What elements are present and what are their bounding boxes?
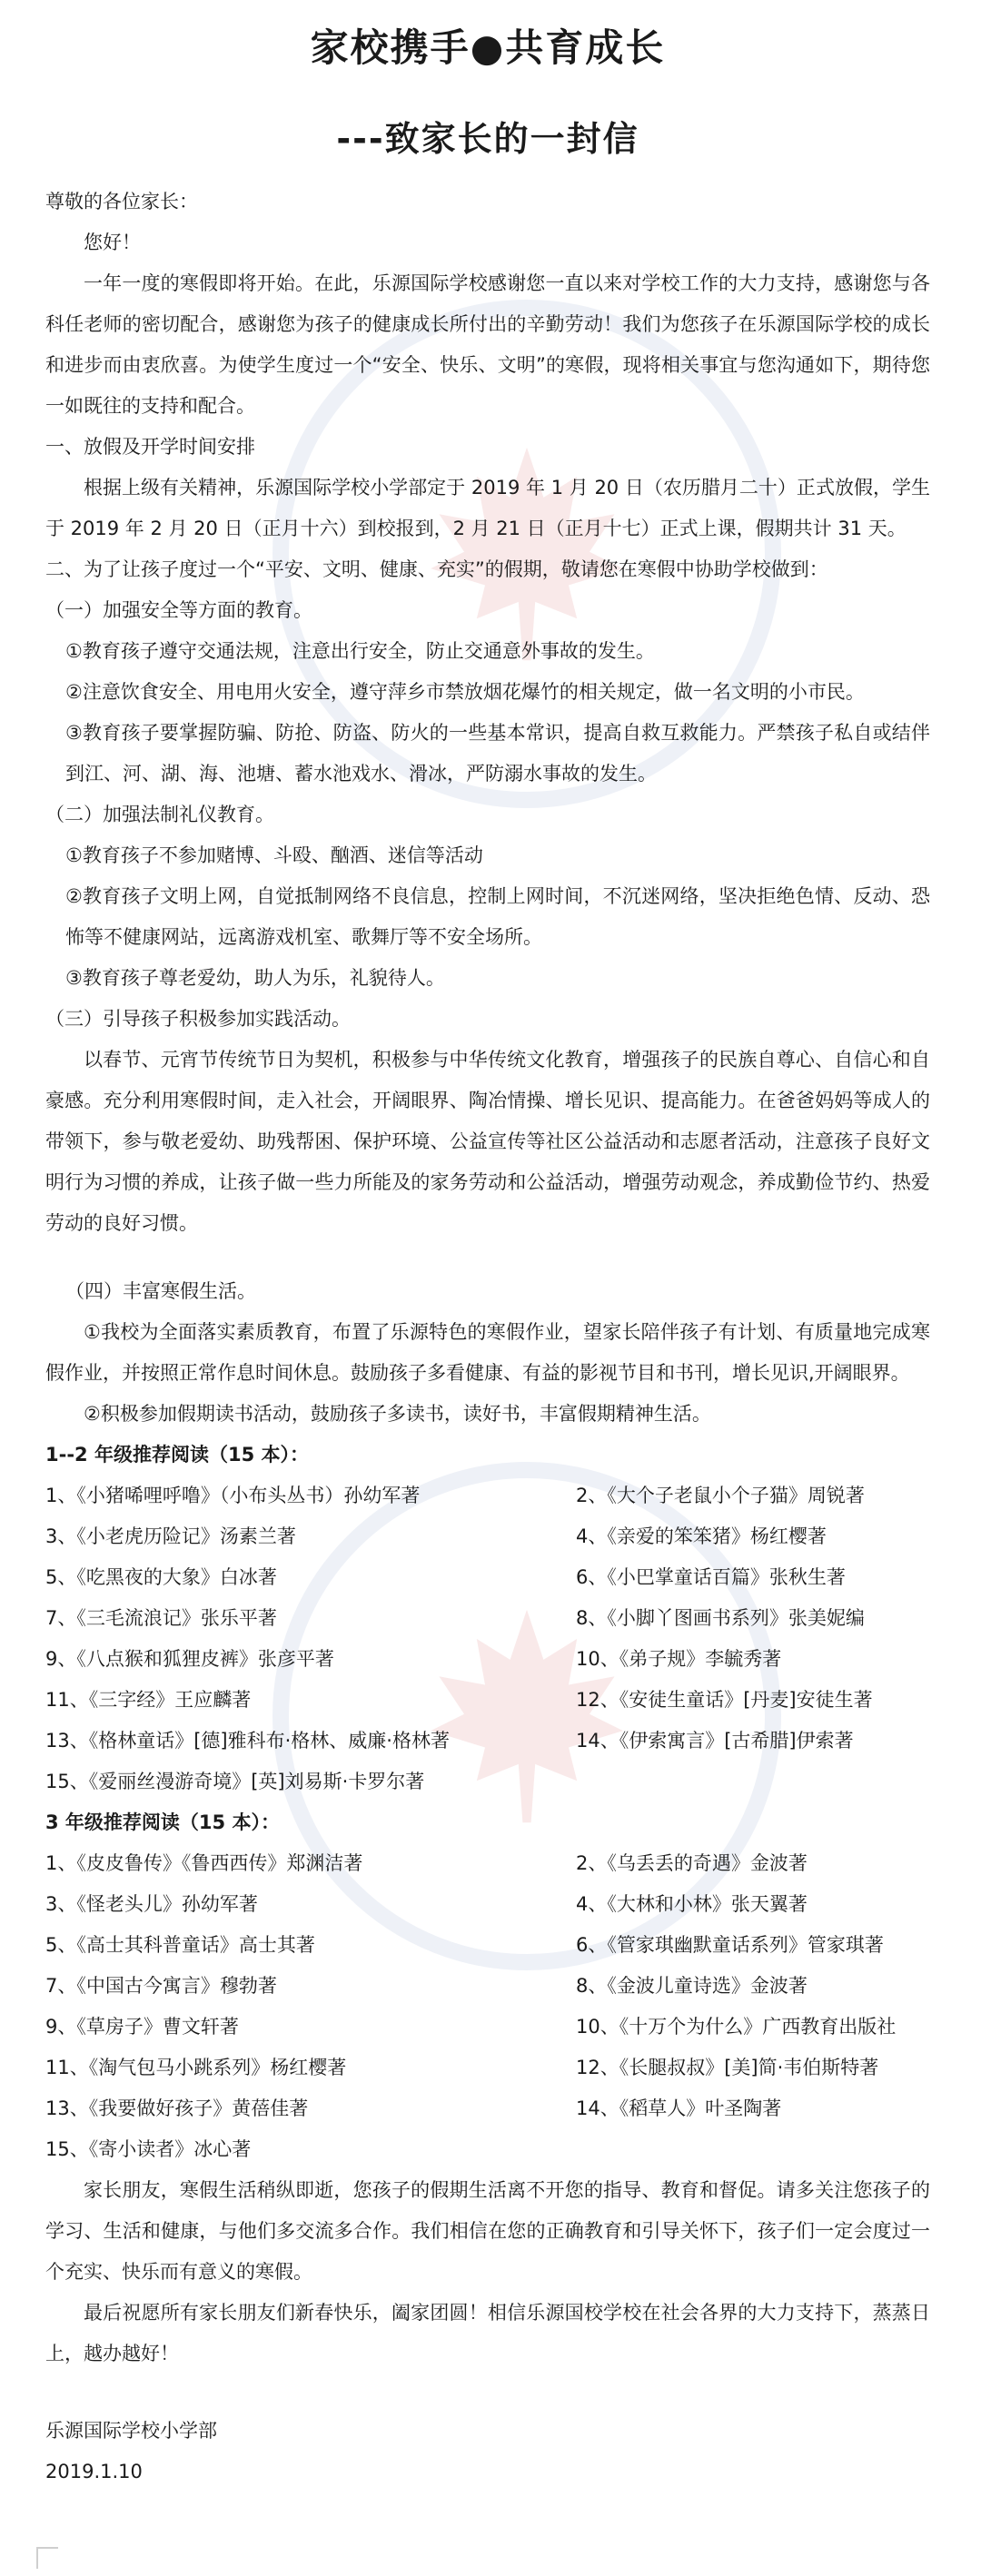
book-item: 2、《大个子老鼠小个子猫》周锐著 [576,1485,865,1506]
book-item: 6、《管家琪幽默童话系列》管家琪著 [576,1934,884,1956]
part2-item: ①教育孩子不参加赌博、斗殴、酗酒、迷信等活动 [65,844,483,866]
book-item: 15、《寄小读者》冰心著 [45,2138,252,2160]
part1-item: ③教育孩子要掌握防骗、防抢、防盗、防火的一些基本常识，提高自救互救能力。严禁孩子私自或结伴到江、河、湖、海、池塘、蓄水池戏水、滑冰，严防溺水事故的发生。 [65,722,930,785]
book-item: 10、《弟子规》李毓秀著 [576,1648,782,1670]
signature-block [45,2411,930,2492]
reading-g12-heading: 1--2 年级推荐阅读（15 本）： [45,1444,310,1466]
book-item: 5、《吃黑夜的大象》白冰著 [45,1566,277,1588]
section1-heading: 一、放假及开学时间安排 [45,436,255,458]
reading-g3-list [45,1843,930,2170]
reading-g12-list [45,1476,930,1802]
book-item: 13、《我要做好孩子》黄蓓佳著 [45,2097,309,2119]
part1-item: ①教育孩子遵守交通法规，注意出行安全，防止交通意外事故的发生。 [65,640,655,662]
book-item: 13、《格林童话》[德]雅科布·格林、威廉·格林著 [45,1730,450,1752]
book-item: 1、《皮皮鲁传》《鲁西西传》郑渊洁著 [45,1852,363,1874]
book-item: 11、《淘气包马小跳系列》杨红樱著 [45,2057,347,2078]
book-item: 10、《十万个为什么》广西教育出版社 [576,2016,897,2038]
closing-paragraph: 家长朋友，寒假生活稍纵即逝，您孩子的假期生活离不开您的指导、教育和督促。请多关注您孩子的学习、生活和健康，与他们多交流多合作。我们相信在您的正确教育和引导关怀下，孩子们一定会度过一个充实、快乐而有意义的寒假。 [45,2179,930,2283]
page-corner-mark [36,2547,58,2569]
book-item: 4、《亲爱的笨笨猪》杨红樱著 [576,1525,827,1547]
book-item: 8、《小脚丫图画书系列》张美妮编 [576,1607,865,1629]
letter-subtitle: ---致家长的一封信 [336,119,639,159]
part2-item: ②教育孩子文明上网，自觉抵制网络不良信息，控制上网时间，不沉迷网络，坚决拒绝色情、反动、恐怖等不健康网站，远离游戏机室、歌舞厅等不安全场所。 [65,885,930,948]
section1-text: 根据上级有关精神，乐源国际学校小学部定于 2019 年 1 月 20 日（农历腊月二十）正式放假，学生于 2019 年 2 月 20 日（正月十六）到校报到，2 月 21 日（正月十七）正式上课，假期共计 31 天。 [45,477,930,539]
book-item: 14、《稻草人》叶圣陶著 [576,2097,782,2119]
book-item: 12、《安徒生童话》[丹麦]安徒生著 [576,1689,873,1711]
book-item: 3、《怪老头儿》孙幼军著 [45,1893,258,1915]
book-item: 15、《爱丽丝漫游奇境》[英]刘易斯·卡罗尔著 [45,1771,425,1792]
part3-heading: （三）引导孩子积极参加实践活动。 [45,1008,351,1030]
part1-item: ②注意饮食安全、用电用火安全，遵守萍乡市禁放烟花爆竹的相关规定，做一名文明的小市民。 [65,681,865,703]
book-item: 2、《乌丢丢的奇遇》金波著 [576,1852,808,1874]
book-item: 9、《八点猴和狐狸皮裤》张彦平著 [45,1648,334,1670]
book-item: 3、《小老虎历险记》汤素兰著 [45,1525,296,1547]
spacer [45,1244,930,1271]
part3-text: 以春节、元宵节传统节日为契机，积极参与中华传统文化教育，增强孩子的民族自尊心、自信心和自豪感。充分利用寒假时间，走入社会，开阔眼界、陶冶情操、增长见识、提高能力。在爸爸妈妈等成人的带领下，参与敬老爱幼、助残帮困、保护环境、公益宣传等社区公益活动和志愿者活动，注意孩子良好文明行为习惯的养成，让孩子做一些力所能及的家务劳动和公益活动，增强劳动观念，养成勤俭节约、热爱劳动的良好习惯。 [45,1049,930,1234]
closing-paragraph: 最后祝愿所有家长朋友们新春快乐，阖家团圆！相信乐源国校学校在社会各界的大力支持下，蒸蒸日上，越办越好！ [45,2302,930,2364]
part4-item: ①我校为全面落实素质教育，布置了乐源特色的寒假作业，望家长陪伴孩子有计划、有质量地完成寒假作业，并按照正常作息时间休息。鼓励孩子多看健康、有益的影视节目和书刊，增长见识,开阔眼界。 [45,1321,930,1384]
letter-body [45,163,930,2492]
reading-g3-heading: 3 年级推荐阅读（15 本）： [45,1811,280,1833]
book-item: 12、《长腿叔叔》[美]简·韦伯斯特著 [576,2057,879,2078]
signature-org: 乐源国际学校小学部 [45,2420,217,2442]
book-item: 9、《草房子》曹文轩著 [45,2016,239,2038]
part1-heading: （一）加强安全等方面的教育。 [45,599,312,621]
section2-heading: 二、为了让孩子度过一个“平安、文明、健康、充实”的假期，敬请您在寒假中协助学校做到： [45,558,828,580]
book-item: 8、《金波儿童诗选》金波著 [576,1975,808,1997]
hello-line: 您好！ [84,232,141,253]
part2-item: ③教育孩子尊老爱幼，助人为乐，礼貌待人。 [65,967,445,989]
part4-heading: （四）丰富寒假生活。 [65,1280,256,1302]
signature-date: 2019.1.10 [45,2461,143,2482]
book-item: 4、《大林和小林》张天翼著 [576,1893,808,1915]
part2-heading: （二）加强法制礼仪教育。 [45,804,274,825]
greeting: 尊敬的各位家长： [45,191,198,212]
book-item: 5、《高士其科普童话》高士其著 [45,1934,315,1956]
book-item: 14、《伊索寓言》[古希腊]伊索著 [576,1730,854,1752]
book-item: 11、《三字经》王应麟著 [45,1689,252,1711]
book-item: 1、《小猪唏哩呼噜》（小布头丛书）孙幼军著 [45,1485,421,1506]
part4-item: ②积极参加假期读书活动，鼓励孩子多读书，读好书，丰富假期精神生活。 [84,1403,711,1425]
letter-title: 家校携手●共育成长 [310,25,666,70]
book-item: 6、《小巴掌童话百篇》张秋生著 [576,1566,846,1588]
book-item: 7、《中国古今寓言》穆勃著 [45,1975,277,1997]
book-item: 7、《三毛流浪记》张乐平著 [45,1607,277,1629]
intro-paragraph: 一年一度的寒假即将开始。在此，乐源国际学校感谢您一直以来对学校工作的大力支持，感谢您与各科任老师的密切配合，感谢您为孩子的健康成长所付出的辛勤劳动！我们为您孩子在乐源国际学校的成长和进步而由衷欣喜。为使学生度过一个“安全、快乐、文明”的寒假，现将相关事宜与您沟通如下，期待您一如既往的支持和配合。 [45,272,930,417]
